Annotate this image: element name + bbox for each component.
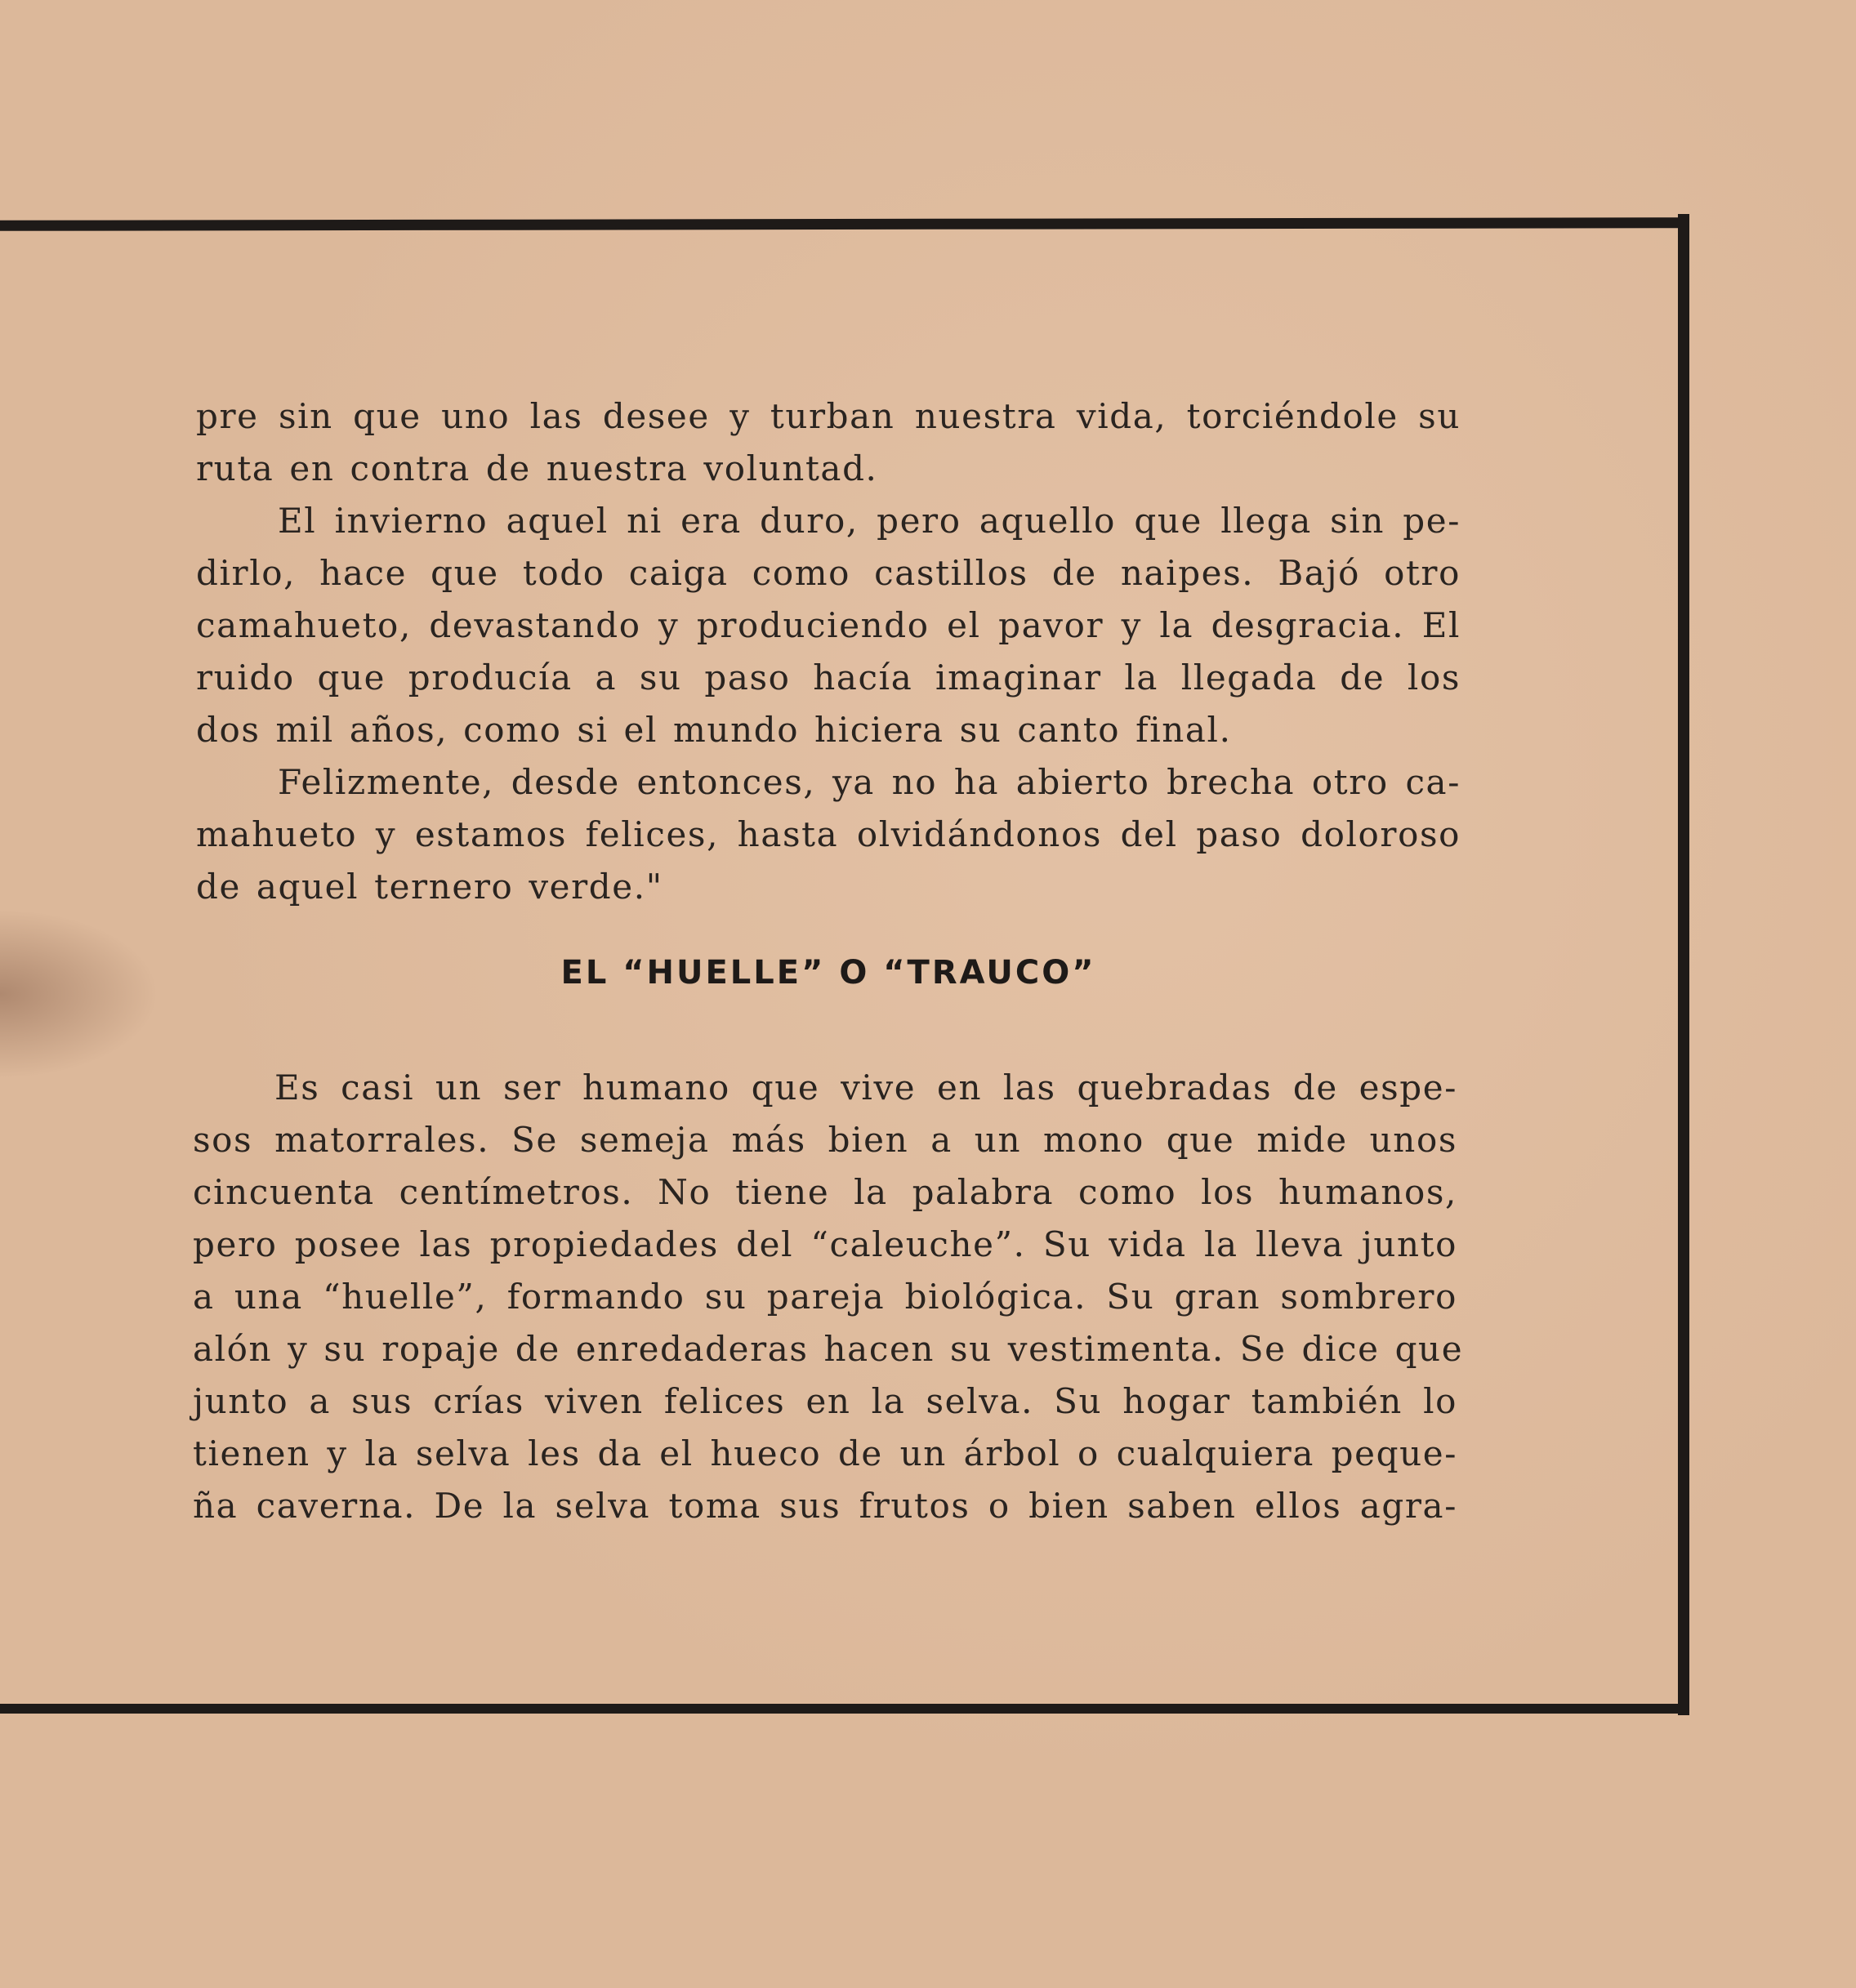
section-heading: EL “HUELLE” O “TRAUCO” <box>560 954 1096 992</box>
text-line: de aquel ternero verde." <box>196 867 663 907</box>
text-line: junto a sus crías viven felices en la selva. Su hogar también lo <box>193 1381 1457 1421</box>
text-line: dirlo, hace que todo caiga como castillos de naipes. Bajó otro <box>196 553 1461 593</box>
text-line: pre sin que uno las desee y turban nuestra vida, torciéndole su <box>196 396 1461 436</box>
text-line: Es casi un ser humano que vive en las quebradas de espe- <box>274 1068 1457 1108</box>
frame-border-right <box>1678 214 1689 1715</box>
text-line: cincuenta centímetros. No tiene la palabra como los humanos, <box>193 1172 1457 1212</box>
text-line: ruta en contra de nuestra voluntad. <box>196 448 878 488</box>
text-line: dos mil años, como si el mundo hiciera su canto final. <box>196 710 1232 750</box>
text-line: alón y su ropaje de enredaderas hacen su vestimenta. Se dice que <box>193 1329 1464 1369</box>
text-line: Felizmente, desde entonces, ya no ha abierto brecha otro ca- <box>278 762 1461 802</box>
text-line: camahueto, devastando y produciendo el pavor y la desgracia. El <box>196 605 1461 645</box>
text-line: tienen y la selva les da el hueco de un árbol o cualquiera peque- <box>193 1433 1457 1473</box>
text-line: ruido que producía a su paso hacía imaginar la llegada de los <box>196 657 1461 698</box>
text-line: ña caverna. De la selva toma sus frutos o bien saben ellos agra- <box>193 1486 1457 1526</box>
body-text-section <box>193 1062 1464 1532</box>
text-line: sos matorrales. Se semeja más bien a un mono que mide unos <box>193 1120 1457 1160</box>
frame-border-bottom <box>0 1704 1683 1714</box>
text-line: pero posee las propiedades del “caleuche”. Su vida la lleva junto <box>193 1224 1457 1264</box>
text-line: a una “huelle”, formando su pareja biológica. Su gran sombrero <box>193 1277 1457 1317</box>
frame-border-top <box>0 217 1689 231</box>
body-text-top <box>196 390 1461 913</box>
text-line: El invierno aquel ni era duro, pero aquello que llega sin pe- <box>278 501 1461 541</box>
text-line: mahueto y estamos felices, hasta olvidándonos del paso doloroso <box>196 814 1461 854</box>
